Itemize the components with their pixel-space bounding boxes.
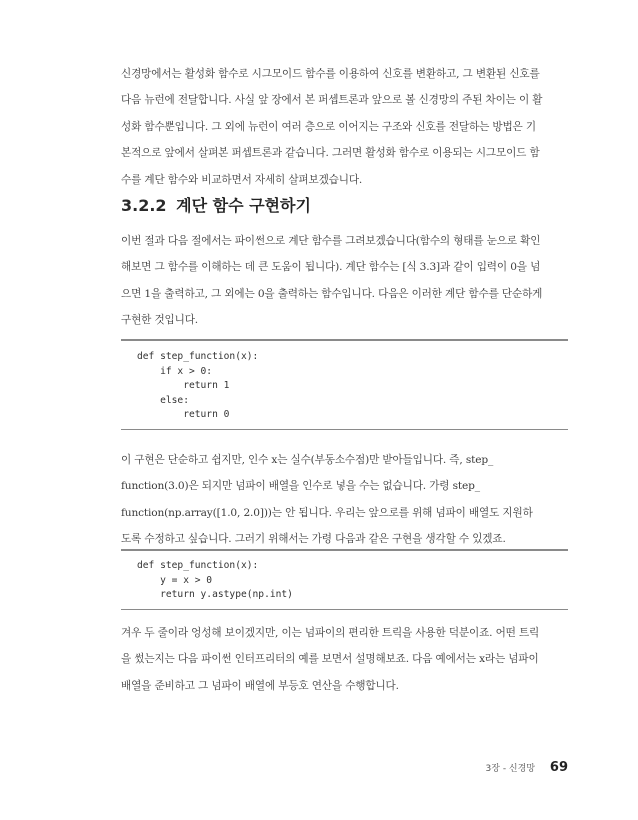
page-number: 69: [549, 760, 568, 775]
paragraph-line: 을 썼는지는 다음 파이썬 인터프리터의 예를 보면서 설명해보죠. 다음 예에서는 x라는 넘파이: [121, 653, 539, 666]
code-listing: def step_function(x): y = x > 0 return y.astype(np.int): [137, 560, 293, 601]
paragraph-line: 으면 1을 출력하고, 그 외에는 0을 출력하는 함수입니다. 다음은 이러한 계단 함수를 단순하게: [121, 287, 543, 300]
paragraph-line: 수를 계단 함수와 비교하면서 자세히 살펴보겠습니다.: [121, 173, 363, 186]
paragraph-line: 다음 뉴런에 전달합니다. 사실 앞 장에서 본 퍼셉트론과 앞으로 볼 신경망의 주된 차이는 이 활: [121, 94, 543, 107]
paragraph-line: 이번 절과 다음 절에서는 파이썬으로 계단 함수를 그려보겠습니다(함수의 형태를 눈으로 확인: [121, 235, 541, 247]
paragraph-line: 해보면 그 함수를 이해하는 데 큰 도움이 됩니다). 계단 함수는 [식 3.3]과 같이 입력이 0을 넘: [121, 261, 541, 274]
paragraph-line: 성화 함수뿐입니다. 그 외에 뉴런이 여러 층으로 이어지는 구조와 신호를 전달하는 방법은 기: [121, 120, 536, 133]
paragraph-line: 겨우 두 줄이라 엉성해 보이겠지만, 이는 넘파이의 편리한 트릭을 사용한 덕분이죠. 어떤 트릭: [121, 627, 540, 639]
paragraph-line: function(3.0)은 되지만 넘파이 배열을 인수로 넣을 수는 없습니다. 가령 step_: [121, 480, 480, 493]
intro-paragraph: [121, 61, 568, 193]
section-number: 3.2.2: [121, 196, 167, 215]
paragraph-line: 본적으로 앞에서 살펴본 퍼셉트론과 같습니다. 그러면 활성화 함수로 이용되는 시그모이드 함: [121, 147, 540, 160]
code-block-step-function-array: [121, 549, 568, 610]
chapter-label: 3장 - 신경망: [485, 764, 536, 774]
page-footer: [486, 760, 568, 775]
paragraph-line: 도록 수정하고 싶습니다. 그러기 위해서는 가령 다음과 같은 구현을 생각할 수 있겠죠.: [121, 533, 506, 546]
paragraph-line: function(np.array([1.0, 2.0]))는 안 됩니다. 우리는 앞으로를 위해 넘파이 배열도 지원하: [121, 506, 533, 519]
paragraph-line: 신경망에서는 활성화 함수로 시그모이드 함수를 이용하여 신호를 변환하고, 그 변환된 신호를: [121, 68, 540, 80]
code-block-step-function-scalar: [121, 339, 568, 430]
paragraph-line: 구현한 것입니다.: [121, 314, 199, 327]
section-heading: [121, 193, 311, 216]
section-title: 계단 함수 구현하기: [176, 196, 311, 215]
closing-paragraph: [121, 620, 568, 699]
code-listing: def step_function(x): if x > 0: return 1 else: return 0: [137, 351, 259, 421]
paragraph-line: 이 구현은 단순하고 쉽지만, 인수 x는 실수(부동소수점)만 받아들입니다. 즉, step_: [121, 454, 494, 466]
middle-paragraph: [121, 447, 568, 553]
section-paragraph: [121, 228, 568, 334]
paragraph-line: 배열을 준비하고 그 넘파이 배열에 부등호 연산을 수행합니다.: [121, 679, 399, 692]
